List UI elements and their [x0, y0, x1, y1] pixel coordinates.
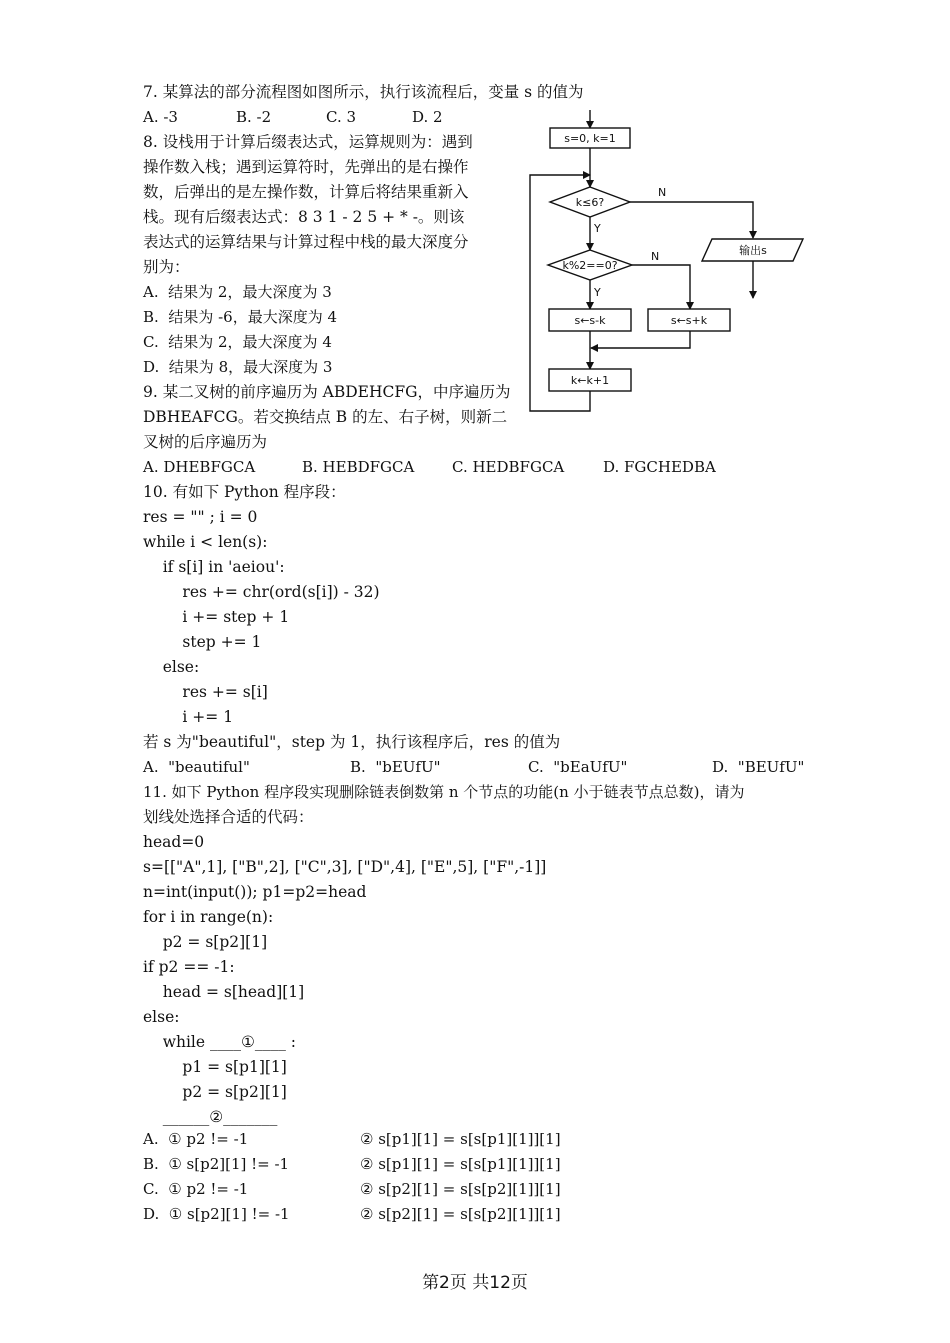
q11-option-c-blank1: C. ① p2 != -1	[143, 1180, 249, 1198]
q8-line-1: 8. 设栈用于计算后缀表达式，运算规则为：遇到	[143, 133, 473, 151]
q7-option-b: B. -2	[236, 108, 272, 126]
q11-code-line-4: for i in range(n):	[143, 908, 274, 926]
output-box-label: 输出s	[739, 244, 767, 257]
q11-code-line-7: head = s[head][1]	[143, 983, 305, 1001]
q9-option-a: A. DHEBFGCA	[143, 458, 256, 476]
q11-option-b-blank2: ② s[p1][1] = s[s[p1][1]][1]	[360, 1155, 561, 1173]
q10-stem: 10. 有如下 Python 程序段：	[143, 483, 346, 501]
condition-k-mod-2-label: k%2==0?	[562, 259, 618, 272]
q9-option-c: C. HEDBFGCA	[452, 458, 565, 476]
q7-option-c: C. 3	[326, 108, 357, 126]
q9-line-1: 9. 某二叉树的前序遍历为 ABDEHCFG，中序遍历为	[143, 383, 511, 401]
q9-line-2: DBHEAFCG。若交换结点 B 的左、右子树，则新二	[143, 408, 508, 426]
q8-option-b: B. 结果为 -6，最大深度为 4	[143, 308, 338, 326]
q10-code-line-1: res = "" ; i = 0	[143, 508, 258, 526]
q10-option-b: B. "bEUfU"	[350, 758, 441, 776]
q7-stem: 7. 某算法的部分流程图如图所示，执行该流程后，变量 s 的值为	[143, 83, 584, 101]
q10-option-c: C. "bEaUfU"	[528, 758, 628, 776]
condition-k-le-6-label: k≤6?	[575, 196, 605, 209]
q8-option-a: A. 结果为 2，最大深度为 3	[143, 283, 332, 301]
yes-label-1: Y	[594, 222, 601, 235]
q11-option-d-blank1: D. ① s[p2][1] != -1	[143, 1205, 290, 1223]
q11-line-1: 11. 如下 Python 程序段实现删除链表倒数第 n 个节点的功能(n 小于链表节点总数)，请为	[143, 783, 745, 801]
q8-option-d: D. 结果为 8，最大深度为 3	[143, 358, 333, 376]
q11-code-line-11: p2 = s[p2][1]	[143, 1083, 287, 1101]
q11-code-line-8: else:	[143, 1008, 180, 1026]
yes-label-2: Y	[594, 286, 601, 299]
q11-code-line-6: if p2 == -1:	[143, 958, 235, 976]
q11-line-2: 划线处选择合适的代码：	[143, 808, 314, 826]
q11-code-line-5: p2 = s[p2][1]	[143, 933, 268, 951]
q10-option-a: A. "beautiful"	[143, 758, 250, 776]
q11-code-line-2: s=[["A",1], ["B",2], ["C",3], ["D",4], ["E",5], ["F",-1]]	[143, 858, 547, 876]
q8-line-3: 数，后弹出的是左操作数，计算后将结果重新入	[143, 183, 469, 201]
start-box-label: s=0, k=1	[564, 132, 616, 145]
q8-line-2: 操作数入栈；遇到运算符时，先弹出的是右操作	[143, 158, 469, 176]
q11-code-line-3: n=int(input()); p1=p2=head	[143, 883, 367, 901]
q10-code-line-8: res += s[i]	[143, 683, 268, 701]
increment-box-label: k←k+1	[570, 374, 610, 387]
q11-option-a-blank1: A. ① p2 != -1	[143, 1130, 249, 1148]
q11-option-d-blank2: ② s[p2][1] = s[s[p2][1]][1]	[360, 1205, 561, 1223]
q8-option-c: C. 结果为 2，最大深度为 4	[143, 333, 332, 351]
q9-option-d: D. FGCHEDBA	[603, 458, 716, 476]
q10-code-line-6: step += 1	[143, 633, 262, 651]
q7-option-d: D. 2	[412, 108, 443, 126]
q10-code-line-4: res += chr(ord(s[i]) - 32)	[143, 583, 380, 601]
q11-code-line-10: p1 = s[p1][1]	[143, 1058, 287, 1076]
no-label-2: N	[651, 250, 660, 263]
q11-code-line-9: while ____①____ :	[143, 1033, 297, 1051]
q7-option-a: A. -3	[143, 108, 178, 126]
q10-code-line-3: if s[i] in 'aeiou':	[143, 558, 285, 576]
q11-option-a-blank2: ② s[p1][1] = s[s[p1][1]][1]	[360, 1130, 561, 1148]
q10-code-line-5: i += step + 1	[143, 608, 290, 626]
no-label-1: N	[658, 186, 667, 199]
no-branch-arrow	[630, 202, 753, 238]
q10-option-d: D. "BEUfU"	[712, 758, 805, 776]
flowchart	[520, 105, 810, 425]
q11-code-line-1: head=0	[143, 833, 205, 851]
q11-option-c-blank2: ② s[p2][1] = s[s[p2][1]][1]	[360, 1180, 561, 1198]
right-merge-arrow	[591, 331, 690, 348]
q11-option-b-blank1: B. ① s[p2][1] != -1	[143, 1155, 290, 1173]
subtract-box-label: s←s-k	[574, 314, 606, 327]
q10-code-line-7: else:	[143, 658, 200, 676]
q9-option-b: B. HEBDFGCA	[302, 458, 415, 476]
q11-code-line-12: ______②_______	[143, 1108, 278, 1126]
q9-line-3: 叉树的后序遍历为	[143, 433, 268, 451]
q8-line-5: 表达式的运算结果与计算过程中栈的最大深度分	[143, 233, 469, 251]
q8-line-4: 栈。现有后缀表达式：8 3 1 - 2 5 + * -。则该	[143, 208, 465, 226]
page-footer: 第2页 共12页	[422, 1273, 528, 1293]
q10-question: 若 s 为"beautiful"，step 为 1，执行该程序后，res 的值为	[143, 733, 561, 751]
no-branch-arrow-2	[632, 265, 690, 309]
add-box-label: s←s+k	[670, 314, 708, 327]
q10-code-line-9: i += 1	[143, 708, 234, 726]
q10-code-line-2: while i < len(s):	[143, 533, 268, 551]
q8-line-6: 别为：	[143, 258, 190, 276]
